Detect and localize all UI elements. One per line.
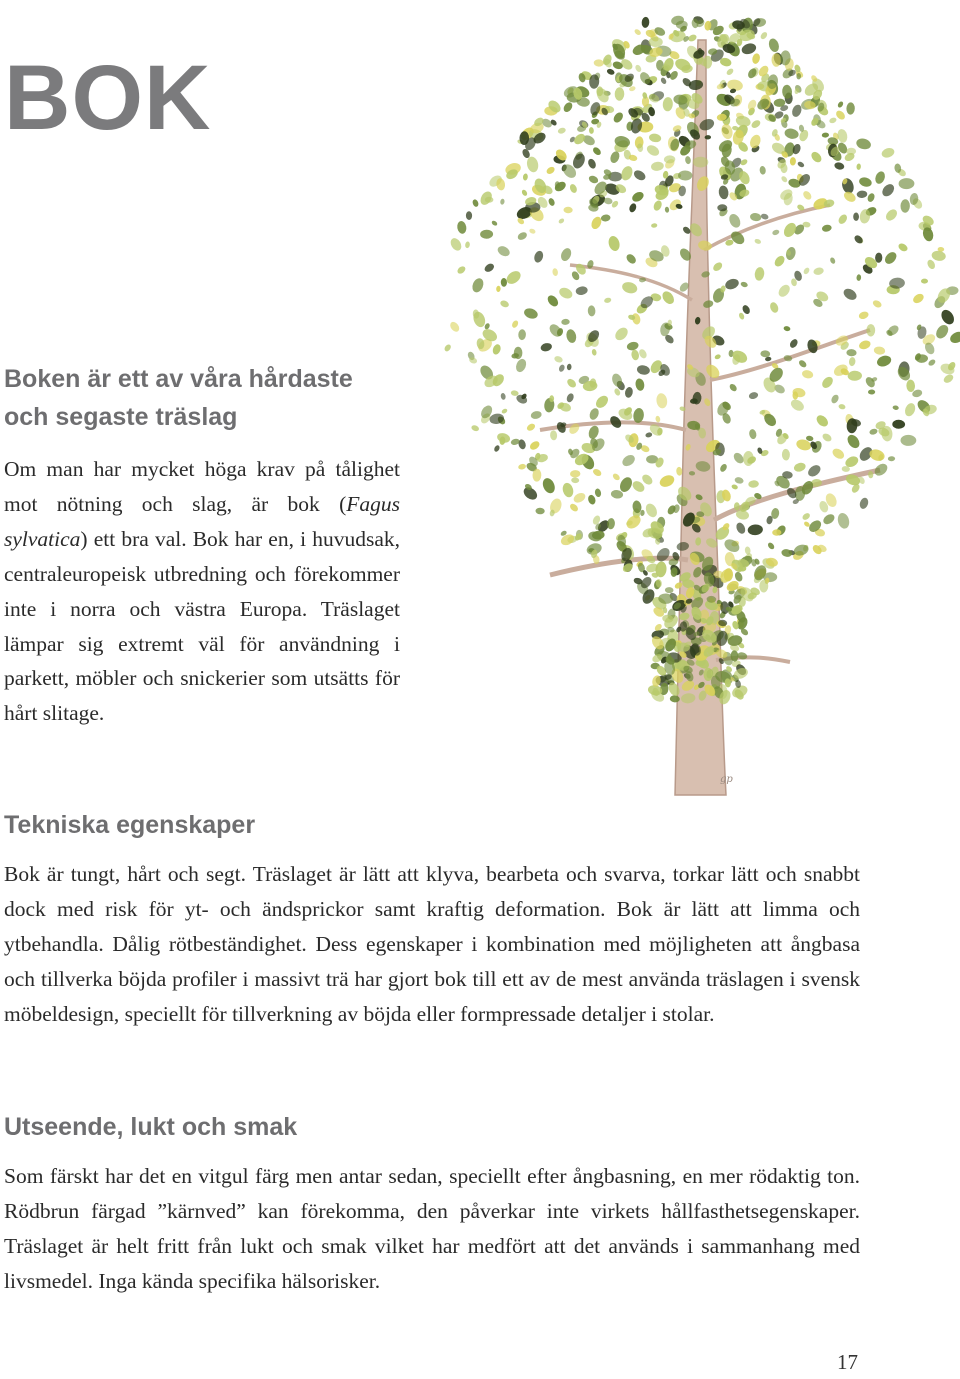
leaf-dab (793, 461, 807, 473)
leaf-dab (801, 369, 814, 380)
leaf-dab (685, 156, 692, 165)
leaf-dab (571, 477, 579, 483)
leaf-dab (612, 111, 625, 125)
leaf-dab (511, 319, 520, 328)
leaf-dab (514, 357, 528, 373)
intro-heading (4, 360, 353, 436)
leaf-dab (798, 129, 810, 143)
leaf-dab (641, 17, 650, 29)
leaf-dab (759, 31, 768, 40)
leaf-dab (806, 463, 823, 479)
leaf-dab (633, 28, 641, 36)
leaf-dab (626, 341, 639, 352)
leaf-dab (535, 507, 545, 514)
leaf-dab (747, 524, 763, 536)
leaf-dab (630, 190, 645, 204)
leaf-dab (845, 433, 862, 451)
beech-tree-illustration (430, 0, 960, 810)
leaf-dab (546, 293, 561, 308)
leaf-dab (496, 244, 512, 258)
latin-name: Fagus sylvatica (4, 491, 400, 551)
leaf-dab (821, 432, 833, 443)
leaf-dab (523, 307, 539, 321)
leaf-dab (572, 491, 587, 505)
leaf-dab (911, 292, 925, 305)
leaf-dab (530, 410, 542, 420)
leaf-dab (842, 286, 859, 302)
leaf-dab (526, 422, 537, 432)
leaf-dab (760, 350, 770, 357)
leaf-dab (718, 185, 729, 200)
leaf-dab (678, 170, 693, 180)
leaf-dab (858, 176, 873, 188)
leaf-dab (655, 415, 661, 422)
leaf-dab (558, 364, 566, 373)
leaf-dab (557, 127, 566, 135)
leaf-dab (631, 349, 640, 361)
leaf-dab (900, 199, 910, 213)
leaf-dab (853, 212, 859, 220)
leaf-dab (772, 229, 781, 236)
leaf-dab (802, 190, 813, 202)
leaf-dab (493, 444, 500, 452)
leaf-dab (735, 521, 747, 535)
leaf-dab (809, 150, 823, 164)
leaf-dab (897, 242, 909, 253)
leaf-dab (821, 224, 832, 233)
leaf-dab (801, 512, 811, 522)
leaf-dab (767, 37, 780, 53)
leaf-dab (780, 175, 788, 183)
look-paragraph: Som färskt har det en vitgul färg men antar sedan, speciellt efter ångbasning, en mer rödaktig ton. Rödbrun färgad ”kärnved” kan förekomma, den påverkar inte virkets hållfasthetsegenskaper. Träslaget är helt fritt från lukt och smak vilket har medfört att det används i sammanhang med livsmedel. Inga kända specifika hälsorisker. (4, 1164, 860, 1293)
leaf-dab (485, 197, 494, 203)
leaf-dab (588, 407, 601, 421)
leaf-dab (921, 279, 928, 284)
leaf-dab (760, 213, 769, 221)
leaf-dab (754, 238, 762, 245)
leaf-dab (624, 386, 634, 398)
leaf-dab (821, 512, 836, 526)
leaf-dab (802, 267, 810, 276)
leaf-dab (606, 68, 615, 76)
leaf-dab (594, 393, 611, 410)
leaf-dab (557, 286, 574, 301)
leaf-dab (738, 312, 745, 320)
leaf-dab (541, 476, 557, 495)
leaf-dab (501, 408, 508, 415)
leaf-dab (632, 168, 647, 182)
leaf-dab (776, 283, 792, 299)
leaf-dab (589, 101, 602, 117)
leaf-dab (748, 480, 759, 488)
leaf-dab (496, 432, 511, 445)
leaf-dab (635, 378, 646, 392)
leaf-dab (858, 339, 872, 351)
leaf-dab (767, 541, 776, 550)
leaf-dab (609, 150, 621, 164)
leaf-dab (855, 137, 872, 151)
leaf-dab (731, 484, 739, 491)
leaf-dab (769, 301, 780, 314)
leaf-dab (746, 98, 758, 111)
leaf-dab (500, 198, 505, 205)
leaf-dab (927, 358, 936, 367)
leaf-dab (866, 192, 876, 203)
leaf-dab (604, 297, 612, 304)
leaf-dab (561, 482, 575, 499)
leaf-dab (847, 371, 862, 381)
leaf-dab (868, 389, 875, 394)
intro-text-start: Om man har mycket höga krav på tålighet mot nötning och slag, är bok ( (4, 457, 400, 516)
leaf-dab (501, 278, 508, 287)
leaf-dab (521, 189, 528, 197)
leaf-dab (900, 435, 916, 446)
leaf-dab (589, 127, 594, 134)
leaf-dab (465, 241, 471, 248)
leaf-dab (650, 161, 664, 172)
leaf-dab (600, 214, 611, 222)
leaf-dab (934, 323, 951, 341)
leaf-dab (634, 64, 642, 73)
leaf-dab (903, 402, 917, 418)
leaf-dab (848, 357, 855, 367)
leaf-dab (759, 166, 766, 175)
leaf-dab (569, 183, 578, 194)
leaf-dab (834, 161, 845, 170)
leaf-dab (783, 325, 791, 331)
leaf-dab (748, 428, 757, 439)
leaf-dab (591, 349, 597, 356)
leaf-dab (621, 280, 639, 295)
leaf-dab (830, 393, 840, 404)
leaf-dab (926, 258, 937, 270)
leaf-dab (645, 143, 661, 158)
leaf-dab (884, 207, 899, 222)
leaf-dab (638, 348, 649, 360)
leaf-dab (470, 277, 485, 294)
leaf-dab (846, 102, 855, 114)
leaf-dab (456, 265, 467, 275)
leaf-dab (607, 235, 621, 252)
leaf-dab (588, 305, 596, 316)
leaf-dab (743, 451, 754, 466)
leaf-dab (722, 537, 741, 555)
leaf-dab (773, 254, 787, 268)
leaf-dab (558, 218, 565, 225)
leaf-dab (516, 231, 528, 242)
leaf-dab (620, 453, 637, 469)
leaf-dab (665, 587, 674, 593)
leaf-dab (466, 211, 473, 220)
leaf-dab (704, 668, 713, 681)
leaf-dab (693, 157, 708, 168)
leaf-dab (636, 364, 651, 376)
leaf-dab (612, 472, 621, 481)
leaf-dab (619, 164, 634, 182)
leaf-dab (594, 488, 602, 498)
leaf-dab (880, 146, 895, 159)
leaf-dab (500, 393, 506, 401)
leaf-dab (740, 42, 757, 56)
leaf-dab (550, 430, 558, 441)
leaf-dab (831, 446, 846, 460)
leaf-dab (629, 117, 643, 135)
leaf-dab (662, 97, 673, 112)
leaf-dab (504, 268, 523, 286)
leaf-dab (563, 207, 572, 214)
leaf-dab (545, 165, 556, 175)
leaf-dab (875, 354, 892, 369)
tech-paragraph: Bok är tungt, hårt och segt. Träslaget är lätt att klyva, bearbeta och svarva, torkar lätt och snabbt dock med risk för yt- och ändsprickor samt kraftig deformation. Bok är lätt att limma och ytbehandla. Dålig rötbeständighet. Dess egenskaper i kombination med möjligheten att ångbasa och tillverka böjda profiler i massivt trä har gjort bok till ett av de mest använda träslagen i svensk möbeldesign, speciellt för tillverkning av böjda eller formpressade detaljer i stolar. (4, 862, 860, 1026)
look-heading: Utseende, lukt och smak (4, 1113, 298, 1141)
leaf-dab (948, 330, 960, 346)
leaf-dab (499, 299, 510, 308)
leaf-dab (734, 476, 744, 484)
leaf-dab (872, 299, 883, 309)
leaf-dab (906, 379, 915, 392)
leaf-dab (665, 206, 670, 212)
leaf-dab (869, 428, 878, 436)
leaf-dab (880, 182, 897, 199)
leaf-dab (788, 338, 799, 349)
leaf-dab (892, 420, 905, 429)
leaf-dab (471, 424, 480, 432)
leaf-dab (672, 124, 682, 133)
leaf-dab (798, 359, 808, 369)
leaf-dab (596, 86, 603, 96)
leaf-dab (510, 390, 519, 397)
leaf-dab (553, 180, 567, 193)
leaf-dab (552, 268, 559, 277)
leaf-dab (856, 190, 867, 198)
leaf-dab (443, 343, 452, 352)
leaf-dab (588, 174, 600, 184)
leaf-dab (832, 362, 850, 378)
intro-text-end: ) ett bra val. Bok har en, i huvudsak, centraleuropeisk utbredning och förekommer inte i norra och västra Europa. Träslaget lämpar sig extremt väl för användning i parkett, möbler och snickerier som utsätts för hårt slitage. (4, 526, 400, 726)
leaf-dab (644, 502, 660, 519)
leaf-dab (567, 364, 572, 371)
leaf-dab (593, 59, 604, 67)
leaf-dab (931, 250, 947, 262)
leaf-dab (856, 274, 861, 281)
leaf-dab (565, 328, 577, 344)
intro-paragraph (4, 452, 400, 731)
leaf-dab (782, 449, 790, 461)
leaf-dab (655, 392, 668, 409)
intro-heading-line1: Boken är ett av våra hårdaste (4, 365, 353, 393)
leaf-dab (607, 518, 616, 530)
leaf-dab (587, 424, 601, 440)
leaf-dab (728, 383, 738, 393)
leaf-dab (553, 355, 563, 364)
tech-heading: Tekniska egenskaper (4, 811, 256, 839)
leaf-dab (561, 319, 570, 326)
leaf-dab (796, 73, 801, 79)
leaf-dab (712, 261, 724, 273)
leaf-dab (575, 286, 588, 296)
leaf-dab (547, 197, 555, 207)
leaf-dab (587, 158, 598, 170)
leaf-dab (448, 236, 463, 252)
leaf-dab (559, 247, 573, 263)
leaf-dab (874, 170, 887, 185)
leaf-dab (789, 397, 806, 413)
leaf-dab (836, 512, 851, 530)
leaf-dab (858, 310, 870, 320)
leaf-dab (720, 123, 734, 141)
leaf-dab (748, 391, 759, 400)
leaf-dab (613, 325, 630, 342)
leaf-dab (566, 377, 578, 389)
leaf-dab (750, 119, 762, 130)
leaf-dab (533, 250, 545, 264)
leaf-dab (797, 161, 805, 169)
leaf-dab (592, 467, 603, 477)
leaf-dab (888, 456, 895, 461)
leaf-dab (749, 212, 761, 222)
leaf-dab (899, 178, 915, 189)
leaf-dab (748, 133, 762, 150)
leaf-dab (472, 199, 480, 208)
leaf-dab (822, 132, 830, 137)
leaf-dab (790, 157, 796, 166)
svg-text:gp: gp (720, 774, 733, 785)
leaf-dab (587, 494, 597, 506)
leaf-dab (892, 405, 899, 411)
leaf-dab (518, 463, 527, 470)
leaf-dab (838, 403, 846, 410)
leaf-dab (754, 267, 765, 282)
leaf-dab (592, 146, 603, 157)
leaf-dab (751, 53, 761, 65)
intro-heading-line2: och segaste träslag (4, 403, 238, 431)
leaf-dab (614, 87, 624, 101)
leaf-dab (570, 470, 581, 478)
leaf-dab (628, 202, 637, 213)
leaf-dab (528, 440, 541, 452)
leaf-dab (784, 127, 800, 140)
leaf-dab (565, 392, 575, 403)
leaf-dab (660, 77, 668, 85)
leaf-dab (727, 212, 742, 229)
leaf-dab (456, 220, 467, 234)
leaf-dab (496, 286, 501, 292)
leaf-dab (846, 349, 857, 357)
leaf-dab (820, 375, 835, 390)
leaf-dab (540, 342, 553, 352)
leaf-dab (829, 117, 838, 125)
leaf-dab (562, 101, 574, 114)
leaf-dab (522, 173, 528, 181)
leaf-dab (648, 133, 661, 143)
leaf-dab (652, 199, 663, 212)
leaf-dab (813, 266, 825, 276)
leaf-dab (942, 373, 955, 385)
leaf-dab (734, 571, 744, 583)
leaf-dab (858, 497, 869, 510)
leaf-dab (518, 329, 526, 340)
leaf-dab (480, 229, 493, 238)
leaf-dab (873, 346, 885, 355)
leaf-dab (529, 228, 537, 235)
leaf-dab (714, 354, 721, 360)
leaf-dab (725, 67, 734, 76)
leaf-dab (483, 262, 495, 274)
page-number: 17 (837, 1350, 858, 1374)
leaf-dab (491, 220, 498, 227)
leaf-dab (525, 155, 539, 173)
leaf-dab (866, 324, 875, 336)
leaf-dab (781, 548, 793, 557)
leaf-dab (676, 467, 683, 476)
leaf-dab (740, 281, 748, 288)
leaf-dab (837, 100, 845, 108)
leaf-dab (724, 277, 741, 291)
leaf-dab (651, 223, 658, 228)
leaf-dab (649, 37, 663, 47)
leaf-dab (448, 320, 461, 333)
leaf-dab (569, 502, 580, 513)
leaf-dab (645, 432, 653, 438)
leaf-dab (829, 257, 836, 265)
leaf-dab (837, 213, 849, 226)
page-title: BOK (4, 47, 212, 149)
leaf-dab (939, 308, 957, 327)
leaf-dab (814, 413, 830, 429)
leaf-dab (856, 163, 861, 170)
leaf-dab (625, 252, 638, 265)
leaf-dab (658, 473, 676, 489)
leaf-dab (719, 463, 728, 473)
leaf-dab (491, 343, 502, 356)
leaf-dab (883, 250, 899, 266)
